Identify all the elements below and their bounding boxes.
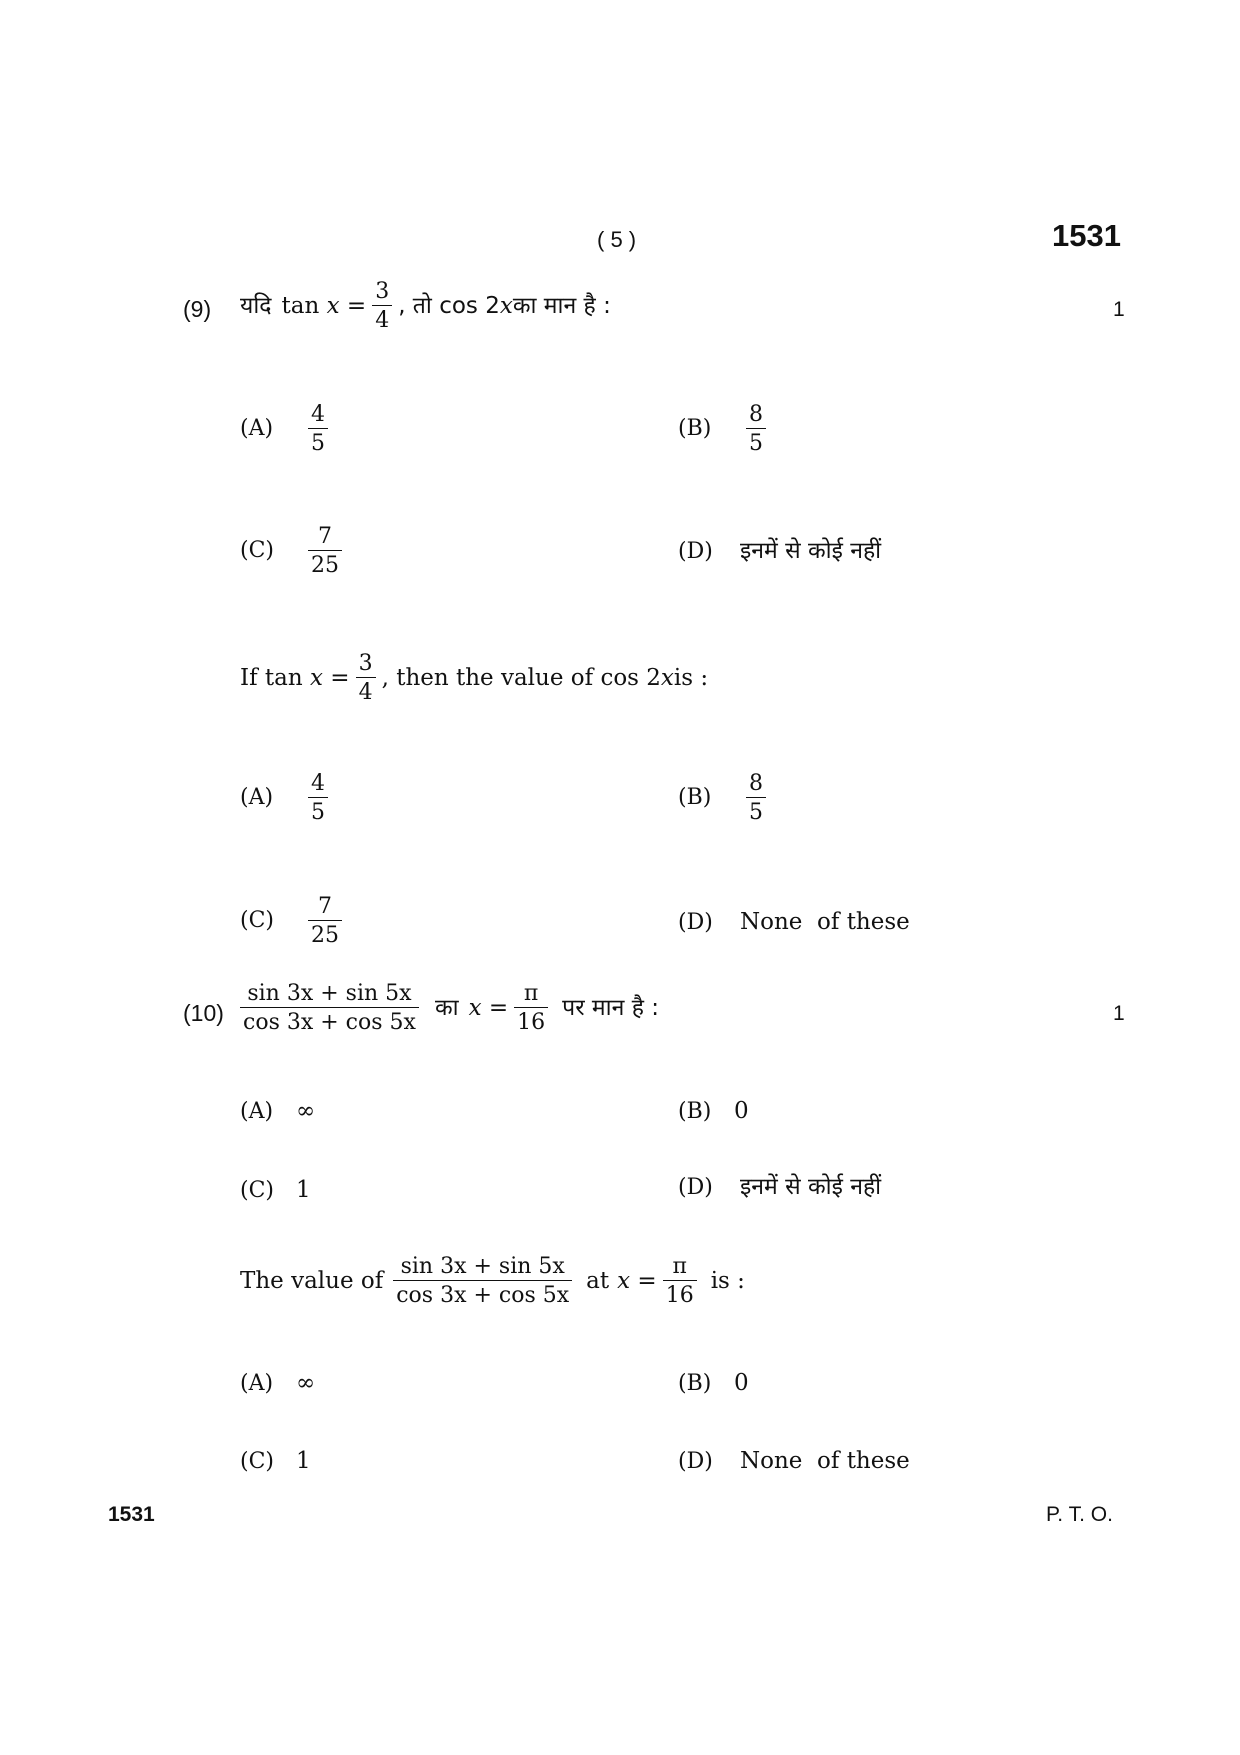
- q9-hi-eq: =: [346, 292, 367, 319]
- q9-hi-option-b-num: 8: [749, 402, 763, 427]
- q9-en-option-d-label: (D): [678, 909, 713, 935]
- q10-en-x-eq: x =: [617, 1267, 657, 1294]
- q9-hi-option-a-label: (A): [240, 416, 274, 442]
- q9-hi-option-b-den: 5: [746, 428, 766, 455]
- q9-en-option-b-den: 5: [746, 797, 766, 824]
- q10-en-expr-den: cos 3x + cos 5x: [393, 1280, 572, 1307]
- q10-hi-option-c-label: (C): [240, 1177, 274, 1203]
- q9-hi-fraction: [372, 280, 392, 332]
- q9-hi-frac-den: 4: [372, 305, 392, 332]
- q10-en-option-c-label: (C): [240, 1448, 274, 1474]
- q9-en-frac-num: 3: [358, 651, 373, 676]
- q9-hi-option-a-num: 4: [311, 402, 325, 427]
- q9-hi-tail-var: x: [499, 292, 513, 319]
- q9-hi-option-d[interactable]: [678, 540, 881, 563]
- q10-en-pi-den: 16: [663, 1280, 697, 1307]
- q10-en-option-a[interactable]: [240, 1372, 315, 1395]
- q10-hi-option-a-label: (A): [240, 1098, 274, 1124]
- q10-en-option-d[interactable]: [678, 1450, 910, 1473]
- q10-hi-option-d[interactable]: [678, 1176, 881, 1199]
- q9-hi-option-d-label: (D): [678, 538, 713, 564]
- q9-marks: 1: [1113, 298, 1125, 321]
- q9-en-option-c-den: 25: [308, 920, 342, 947]
- q9-hi-option-c-label: (C): [240, 538, 274, 564]
- q10-en-option-b-text: 0: [734, 1370, 749, 1396]
- q10-hi-option-c[interactable]: [240, 1179, 311, 1202]
- q9-hi-var: x: [326, 292, 340, 319]
- q9-en-option-b[interactable]: [678, 772, 772, 824]
- q10-hi-expr-den: cos 3x + cos 5x: [240, 1007, 419, 1034]
- q10-en-option-d-label: (D): [678, 1448, 713, 1474]
- q9-hi-option-c-frac: [308, 525, 342, 577]
- q9-en-eq: =: [330, 664, 350, 691]
- q9-hi-option-c-num: 7: [318, 524, 332, 549]
- q9-hi-option-c[interactable]: [240, 525, 348, 577]
- q10-en-option-c[interactable]: [240, 1450, 311, 1473]
- q9-hi-intro: यदि: [240, 292, 272, 319]
- q9-en-option-c-num: 7: [318, 894, 332, 919]
- q9-en-tail-pre: , then the value of cos 2: [381, 664, 661, 691]
- q9-hi-option-b-label: (B): [678, 416, 712, 442]
- q10-en-tail: is :: [710, 1267, 745, 1294]
- q10-hi-expr-num: sin 3x + sin 5x: [247, 981, 412, 1006]
- q10-hi-ka: का: [434, 994, 459, 1021]
- q9-en-option-d-text: None of these: [740, 909, 910, 935]
- q9-en-var: x: [310, 664, 323, 691]
- q10-en-option-b[interactable]: [678, 1372, 749, 1395]
- q10-hi-option-b-text: 0: [734, 1098, 749, 1124]
- q9-en-option-a[interactable]: [240, 772, 334, 824]
- q10-hi-pi-den: 16: [514, 1007, 548, 1034]
- q9-hi-option-d-text: इनमें से कोई नहीं: [740, 538, 882, 564]
- q10-number: (10): [183, 1000, 224, 1026]
- q9-en-option-d[interactable]: [678, 911, 910, 934]
- q9-hi-tail-pre: , तो cos 2: [398, 292, 500, 319]
- q9-en-fraction: [356, 652, 376, 704]
- q10-en-expr-num: sin 3x + sin 5x: [400, 1254, 565, 1279]
- q10-hi-option-b-label: (B): [678, 1098, 712, 1124]
- paper-code: 1531: [1052, 218, 1121, 253]
- q10-hi-option-c-text: 1: [296, 1177, 311, 1203]
- q9-en-option-a-num: 4: [311, 771, 325, 796]
- q10-hi-tail: पर मान है :: [562, 994, 659, 1021]
- q10-hi-x-eq: x =: [468, 994, 509, 1021]
- q9-en-option-b-frac: [746, 772, 766, 824]
- q10-marks: 1: [1113, 1002, 1125, 1025]
- q9-en-option-c-label: (C): [240, 908, 274, 934]
- q10-hi-pi-frac: [514, 982, 548, 1034]
- q10-en-option-a-label: (A): [240, 1370, 274, 1396]
- q10-hi-option-a-text: ∞: [296, 1098, 316, 1124]
- q9-hi-frac-num: 3: [375, 279, 390, 304]
- q10-en-pi-num: π: [672, 1254, 687, 1279]
- q9-en-option-b-num: 8: [749, 771, 763, 796]
- q9-question-english: [240, 652, 708, 704]
- q10-hi-option-d-text: इनमें से कोई नहीं: [740, 1174, 882, 1200]
- q9-en-option-c-frac: [308, 895, 342, 947]
- q10-en-option-c-text: 1: [296, 1448, 311, 1474]
- q10-en-intro: The value of: [240, 1267, 384, 1294]
- q9-en-option-a-frac: [308, 772, 328, 824]
- q9-hi-func: tan: [281, 292, 320, 319]
- q9-en-tail-post: is :: [673, 664, 709, 691]
- q9-hi-tail-post: का मान है :: [512, 292, 611, 319]
- q10-en-expression: [393, 1255, 572, 1307]
- q9-hi-option-c-den: 25: [308, 550, 342, 577]
- footer-code: 1531: [108, 1503, 155, 1526]
- q9-hi-option-b[interactable]: [678, 403, 772, 455]
- q9-hi-option-a-den: 5: [308, 428, 328, 455]
- q10-hi-expression: [240, 982, 419, 1034]
- q9-en-option-a-den: 5: [308, 797, 328, 824]
- q9-en-option-b-label: (B): [678, 785, 712, 811]
- pto-label: P. T. O.: [1046, 1503, 1113, 1526]
- q10-en-pi-frac: [663, 1255, 697, 1307]
- q9-en-tail-var: x: [660, 664, 674, 691]
- q9-question-hindi: [240, 280, 611, 332]
- q10-en-option-a-text: ∞: [296, 1370, 316, 1396]
- q9-en-intro: If tan: [240, 664, 303, 691]
- q10-en-option-d-text: None of these: [740, 1448, 910, 1474]
- q10-hi-option-b[interactable]: [678, 1100, 749, 1123]
- page-number: ( 5 ): [597, 227, 637, 252]
- q10-question-hindi: [240, 982, 659, 1034]
- q10-hi-option-a[interactable]: [240, 1100, 315, 1123]
- q9-number: (9): [183, 296, 212, 322]
- q10-en-at: at: [586, 1267, 610, 1294]
- q9-en-frac-den: 4: [356, 677, 376, 704]
- q10-en-option-b-label: (B): [678, 1370, 712, 1396]
- q10-hi-pi-num: π: [523, 981, 539, 1006]
- q9-hi-option-a-frac: [308, 403, 328, 455]
- q9-hi-option-b-frac: [746, 403, 766, 455]
- q10-question-english: [240, 1255, 745, 1307]
- q10-hi-option-d-label: (D): [678, 1174, 713, 1200]
- q9-hi-option-a[interactable]: [240, 403, 334, 455]
- q9-en-option-c[interactable]: [240, 895, 348, 947]
- q9-en-option-a-label: (A): [240, 785, 274, 811]
